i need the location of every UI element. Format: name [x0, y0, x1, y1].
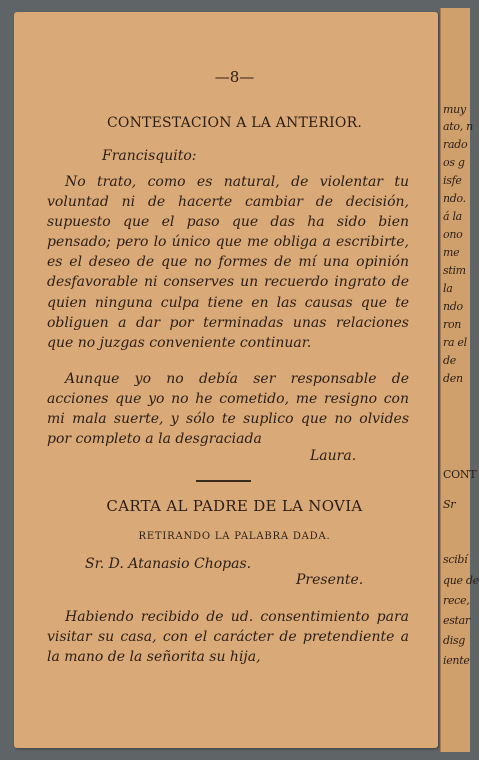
signature: Laura.	[310, 448, 357, 464]
facing-line: scibí	[443, 553, 468, 566]
paragraph-1	[47, 172, 409, 353]
facing-line: rece,	[443, 594, 470, 607]
facing-line: rado	[443, 138, 468, 151]
facing-line: stim	[443, 264, 466, 277]
paragraph-3	[47, 607, 409, 667]
paragraph-1-text: No trato, como es natural, de violentar tu voluntad ni de hacerte cambiar de decisión, supuesto que el paso que das ha sido bien pensado; pero lo único que me obliga a escribirte, es el deseo de que no formes de mí una opinión desfavorable ni conserves un recuerdo ingrato de quien ninguna culpa tiene en las causas que te obliguen a dar por terminadas unas relaciones que no juzgas conveniente continuar.	[47, 174, 409, 351]
facing-line: de	[443, 354, 456, 367]
facing-line: ra el	[443, 336, 467, 349]
facing-line: CONT	[443, 468, 477, 481]
facing-line: disg	[443, 634, 466, 647]
paragraph-3-text: Habiendo recibido de ud. consentimiento para visitar su casa, con el carácter de pretendiente a la mano de la señorita su hija,	[47, 609, 409, 666]
paragraph-2	[47, 369, 409, 449]
present-line: Presente.	[296, 572, 364, 588]
facing-line: ono	[443, 228, 463, 241]
addressee: Sr. D. Atanasio Chopas.	[85, 556, 252, 572]
facing-line: Sr	[443, 498, 456, 511]
facing-line: ato, n	[443, 120, 473, 133]
page-number: —8—	[214, 68, 255, 86]
facing-line: estar	[443, 614, 470, 627]
paragraph-2-text: Aunque yo no debía ser responsable de acciones que yo no he cometido, me resigno con mi mala suerte, y sólo te suplico que no olvides por completo a la desgraciada	[47, 371, 409, 448]
facing-line: me	[443, 246, 460, 259]
letter-title: CONTESTACION A LA ANTERIOR.	[107, 115, 362, 131]
facing-line: á la	[443, 210, 462, 223]
facing-line: ndo.	[443, 192, 466, 205]
facing-line: muy	[443, 103, 466, 116]
facing-line: ron	[443, 318, 462, 331]
section-title: CARTA AL PADRE DE LA NOVIA	[106, 497, 363, 515]
facing-line: os g	[443, 156, 465, 169]
facing-line: iente	[443, 654, 470, 667]
facing-line: que de	[443, 574, 479, 587]
facing-line: den	[443, 372, 463, 385]
facing-line: la	[443, 282, 453, 295]
section-subtitle: RETIRANDO LA PALABRA DADA.	[138, 531, 331, 542]
facing-line: isfe	[443, 174, 462, 187]
facing-line: ndo	[443, 300, 463, 313]
salutation: Francisquito:	[102, 148, 197, 164]
section-divider	[196, 480, 251, 482]
